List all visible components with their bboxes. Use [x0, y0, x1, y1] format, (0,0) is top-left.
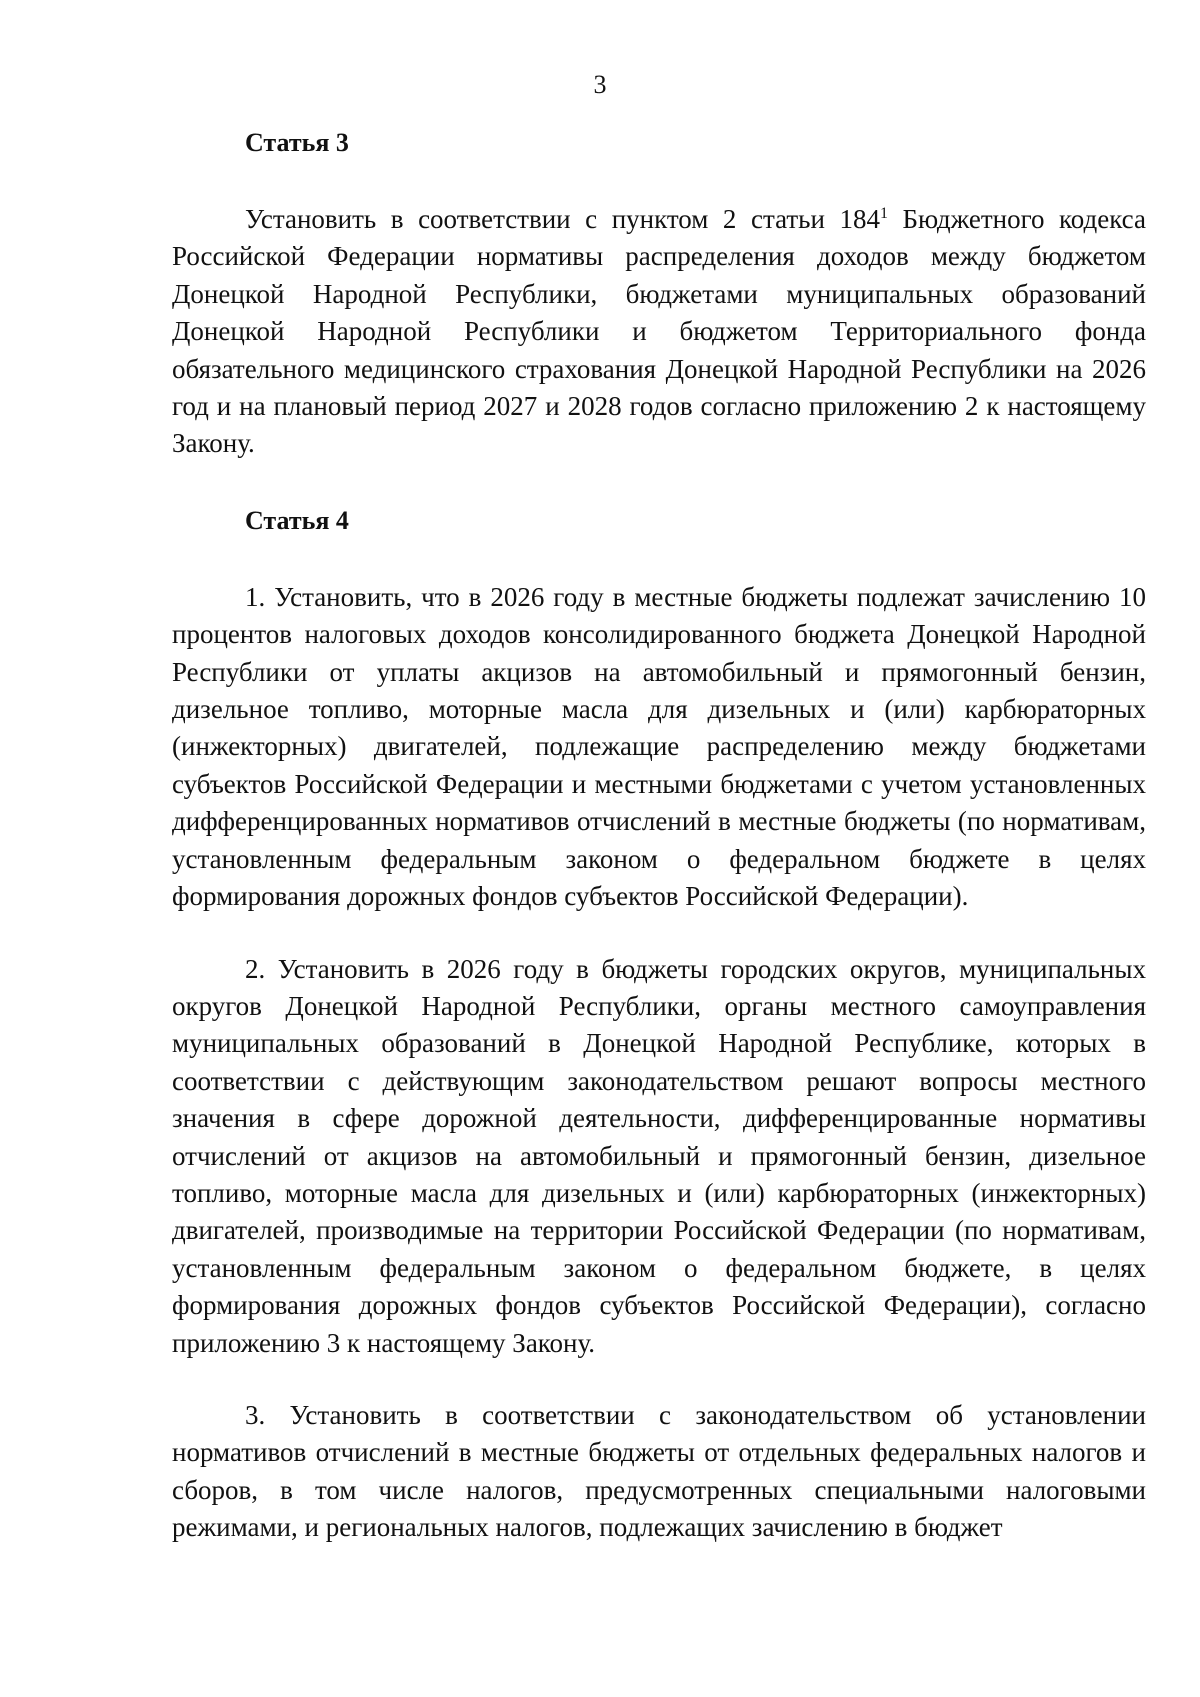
article-4-paragraph-1: 1. Установить, что в 2026 году в местные бюджеты подлежат зачислению 10 процентов налоговых доходов консолидированного бюджета Донецкой Народной Республики от уплаты акцизов на автомобильный и прямогонный бензин, дизельное топливо, моторные масла для дизельных и (или) карбюраторных (инжекторных) двигателей, подлежащие распределению между бюджетами субъектов Российской Федерации и местными бюджетами с учетом установленных дифференцированных нормативов отчислений в местные бюджеты (по нормативам, установленным федеральным законом о федеральном бюджете в целях формирования дорожных фондов субъектов Российской Федерации).	[172, 581, 1146, 912]
article-4-paragraph-3: 3. Установить в соответствии с законодательством об установлении нормативов отчислений в местные бюджеты от отдельных федеральных налогов и сборов, в том числе налогов, предусмотренных специальными налоговыми режимами, и региональных налогов, подлежащих зачислению в бюджет	[172, 1399, 1146, 1543]
article-4-paragraph-2: 2. Установить в 2026 году в бюджеты городских округов, муниципальных округов Донецкой Народной Республики, органы местного самоуправления муниципальных образований в Донецкой Народной Республике, которых в соответствии с действующим законодательством решают вопросы местного значения в сфере дорожной деятельности, дифференцированные нормативы отчислений от акцизов на автомобильный и прямогонный бензин, дизельное топливо, моторные масла для дизельных и (или) карбюраторных (инжекторных) двигателей, производимые на территории Российской Федерации (по нормативам, установленным федеральным законом о федеральном бюджете, в целях формирования дорожных фондов субъектов Российской Федерации), согласно приложению 3 к настоящему Закону.	[172, 953, 1146, 1358]
article-3-heading: Статья 3	[245, 128, 349, 157]
page-number: 3	[593, 70, 607, 99]
article-3-text-end: Бюджетного кодекса Российской Федерации нормативы распределения доходов между бюджетом Донецкой Народной Республики, бюджетами муниципальных образований Донецкой Народной Республики и бюджетом Территориального фонда обязательного медицинского страхования Донецкой Народной Республики на 2026 год и на плановый период 2027 и 2028 годов согласно приложению 2 к настоящему Закону.	[172, 204, 1146, 459]
document-body	[172, 128, 1146, 1547]
article-3-text-start: Установить в соответствии с пунктом 2 статьи 184	[245, 204, 880, 234]
article-3-superscript: 1	[879, 205, 888, 222]
article-3-paragraph	[172, 201, 1146, 463]
article-4-heading: Статья 4	[245, 505, 349, 535]
